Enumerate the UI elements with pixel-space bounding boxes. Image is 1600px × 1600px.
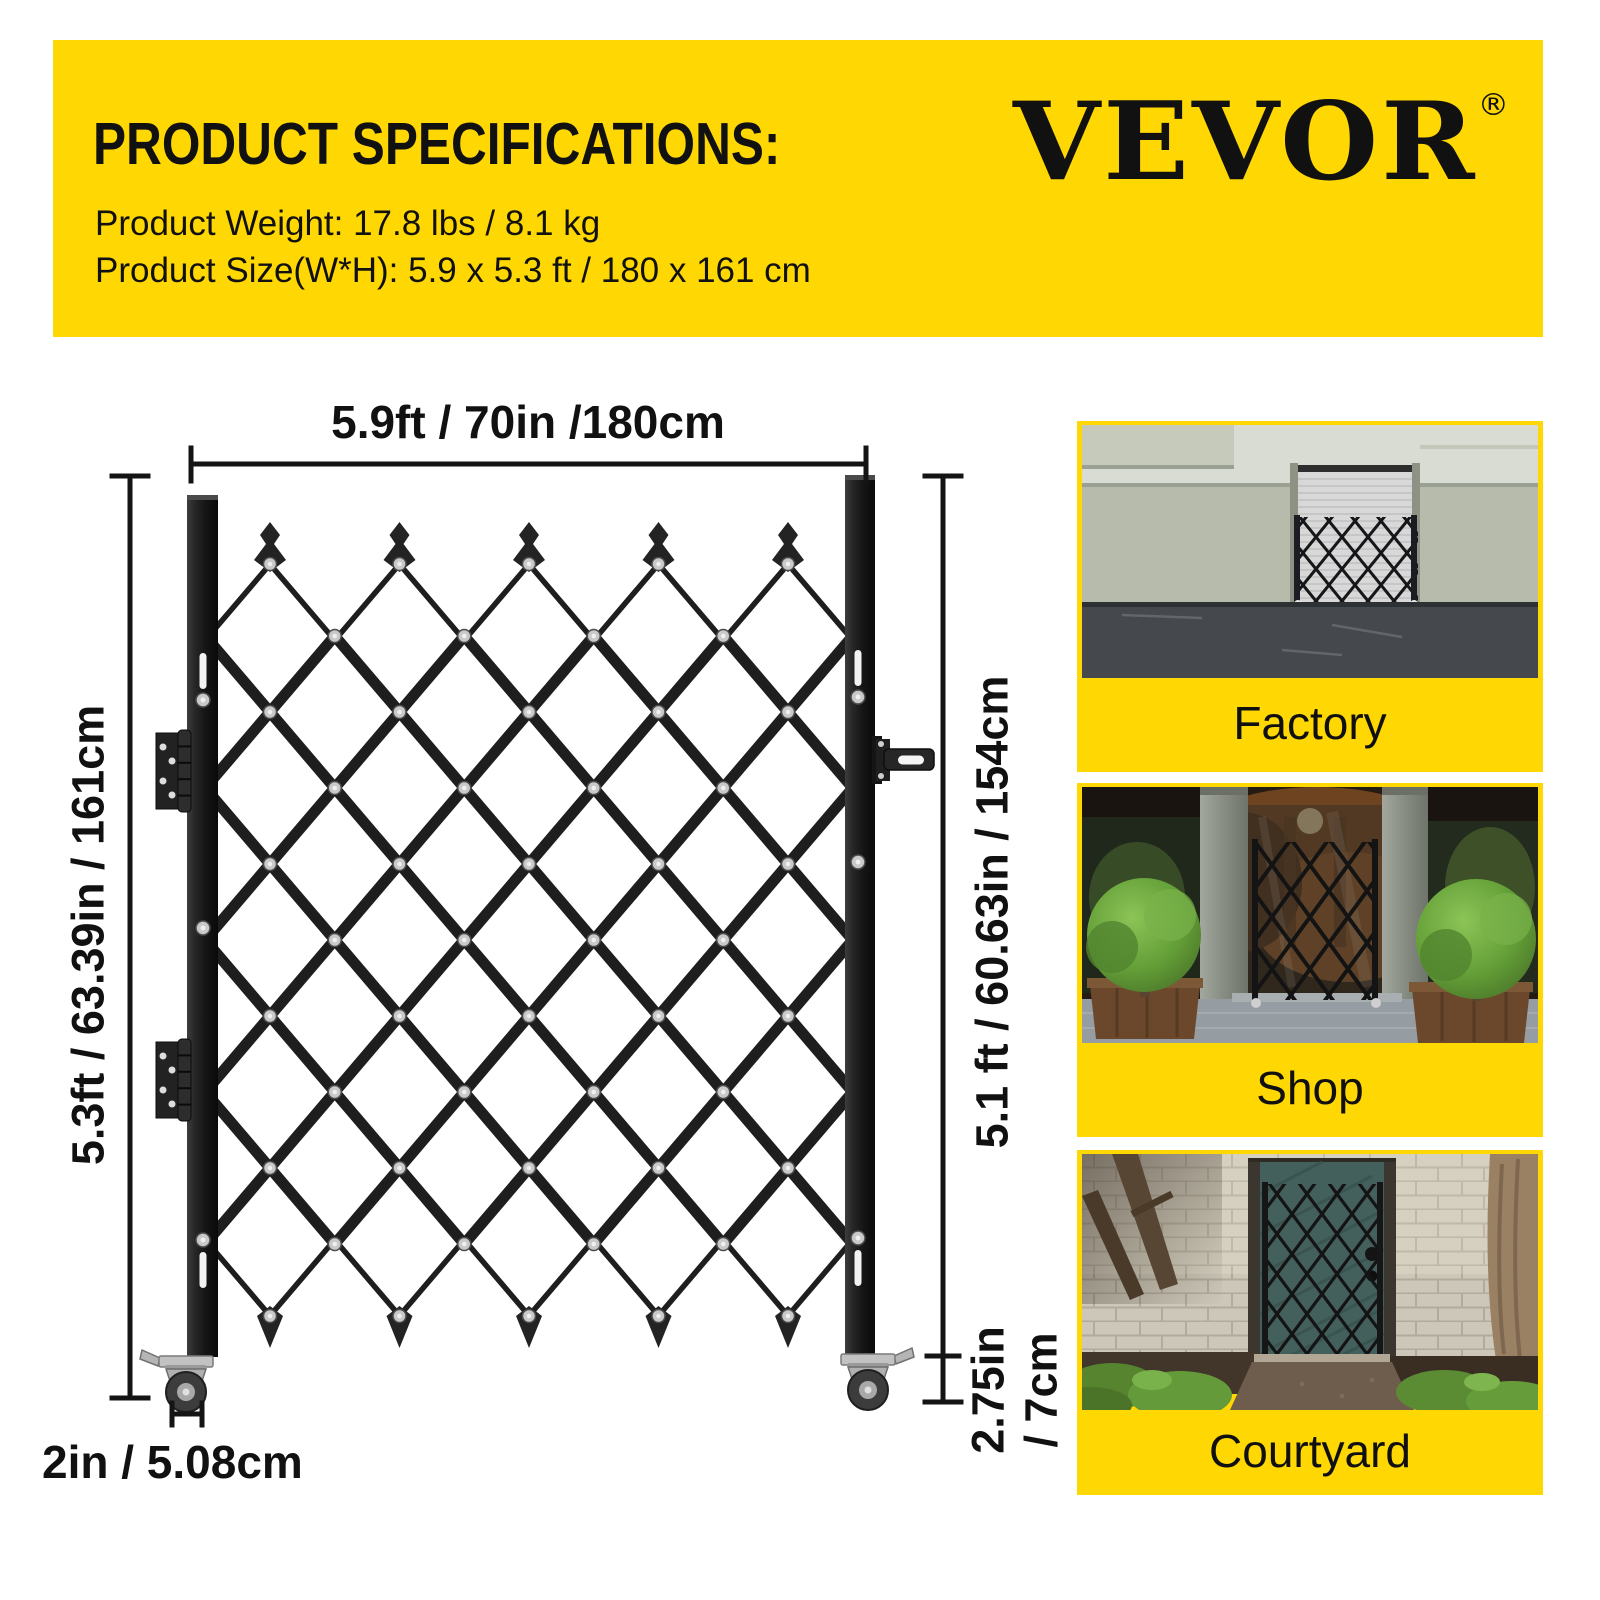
wheel-width-label: 2in / 5.08cm — [42, 1436, 303, 1488]
page-title: PRODUCT SPECIFICATIONS: — [93, 111, 781, 177]
courtyard-gate-lattice — [1262, 1184, 1382, 1356]
usage-panel-factory — [1077, 421, 1543, 772]
factory-photo — [1082, 425, 1538, 678]
courtyard-photo — [1082, 1154, 1538, 1410]
caster-height-label-line1: 2.75in — [962, 1326, 1014, 1454]
gate-height-right-label: 5.1 ft / 60.63in / 154cm — [966, 675, 1018, 1149]
shop-gate-lattice — [1252, 842, 1378, 1000]
gate-width-label: 5.9ft / 70in /180cm — [331, 396, 725, 448]
spec-weight: Product Weight: 17.8 lbs / 8.1 kg — [95, 204, 601, 243]
usage-panel-shop — [1077, 783, 1543, 1137]
usage-panel-courtyard — [1077, 1150, 1543, 1495]
panel-label-courtyard: Courtyard — [1209, 1424, 1411, 1477]
factory-gate-lattice — [1296, 517, 1418, 602]
registered-trademark-icon: ® — [1477, 88, 1509, 123]
caster-height-label-line2: / 7cm — [1015, 1332, 1067, 1448]
brand-wordmark: VEVOR — [1013, 79, 1478, 205]
shop-photo — [1082, 787, 1538, 1043]
panel-label-factory: Factory — [1233, 697, 1387, 749]
panel-label-shop: Shop — [1256, 1062, 1364, 1114]
gate-height-left-label: 5.3ft / 63.39in / 161cm — [62, 704, 114, 1166]
spec-size: Product Size(W*H): 5.9 x 5.3 ft / 180 x 161 cm — [95, 251, 811, 290]
